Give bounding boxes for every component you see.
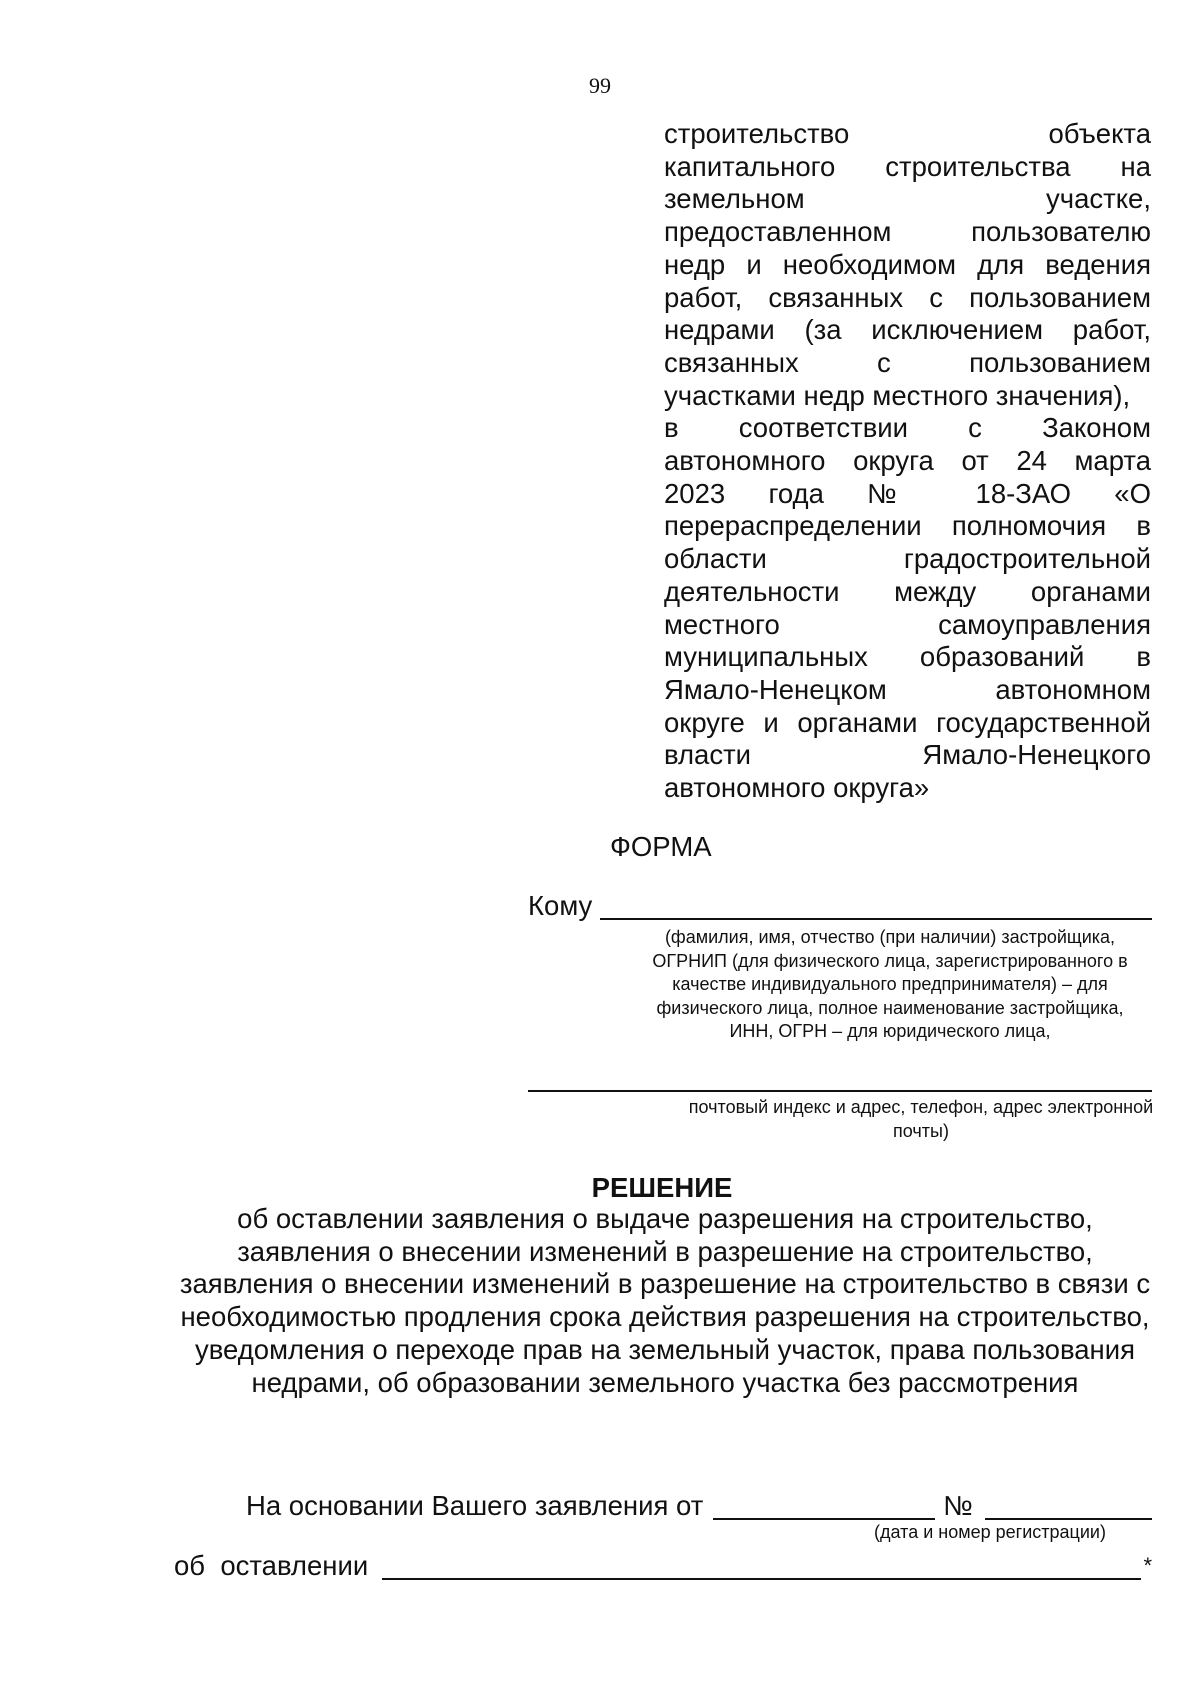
header-line: области градостроительной	[664, 543, 1151, 575]
page-number: 99	[589, 73, 611, 98]
recipient-field[interactable]	[600, 890, 1152, 920]
leave-text: об оставлении	[174, 1550, 369, 1581]
header-line: перераспределении полномочия в	[664, 510, 1151, 542]
form-label: ФОРМА	[610, 831, 712, 862]
header-line: капитального строительства на	[664, 150, 1151, 182]
header-line: автономного округа»	[664, 772, 930, 804]
application-number-field[interactable]	[985, 1490, 1152, 1520]
header-line: предоставленном пользователю	[664, 216, 1151, 248]
leave-row	[174, 1549, 1152, 1583]
application-date-field[interactable]	[713, 1490, 935, 1520]
header-line: недр и необходимом для ведения	[664, 248, 1151, 280]
header-line: власти Ямало-Ненецкого	[664, 739, 1151, 771]
header-line: автономного округа от 24 марта	[664, 445, 1151, 477]
basis-text: На основании Вашего заявления от	[246, 1490, 704, 1521]
header-line: муниципальных образований в	[664, 641, 1151, 673]
decision-title: РЕШЕНИЕ	[591, 1172, 733, 1203]
footnote-asterisk: *	[1143, 1553, 1152, 1578]
address-field[interactable]	[528, 1090, 1152, 1092]
leave-reason-field[interactable]	[382, 1550, 1141, 1580]
header-line: участками недр местного значения),	[664, 379, 1131, 411]
header-line: 2023 года № 18-ЗАО «О	[664, 477, 1151, 509]
header-line: в соответствии с Законом	[664, 412, 1151, 444]
recipient-row	[528, 889, 1152, 923]
header-line: Ямало-Ненецком автономном	[664, 673, 1151, 705]
basis-row	[246, 1489, 1152, 1523]
header-line: деятельности между органами	[664, 575, 1151, 607]
header-line: связанных с пользованием	[664, 346, 1151, 378]
header-line: округе и органами государственной	[664, 706, 1151, 738]
address-hint: почтовый индекс и адрес, телефон, адрес электронной почты)	[688, 1097, 1154, 1141]
header-line: недрами (за исключением работ,	[664, 314, 1151, 346]
header-line: земельном участке,	[664, 183, 1151, 215]
header-text-block	[664, 118, 1151, 805]
decision-subtitle: об оставлении заявления о выдаче разрешения на строительство, заявления о внесении изменений в разрешение на строительство, заявления о внесении изменений в разрешение на строительство в связи с необходимостью продления срока действия разрешения на строительство, уведомления о переходе прав на земельный участок, права пользования недрами, об образовании земельного участка без рассмотрения	[179, 1203, 1151, 1398]
header-line: строительство объекта	[664, 118, 1151, 149]
header-line: местного самоуправления	[664, 608, 1151, 640]
date-number-hint: (дата и номер регистрации)	[874, 1522, 1106, 1542]
recipient-hint: (фамилия, имя, отчество (при наличии) застройщика, ОГРНИП (для физического лица, зарегистрированного в качестве индивидуального предпринимателя) – для физического лица, полное наименование застройщика, ИНН, ОГРН – для юридического лица,	[652, 927, 1128, 1041]
header-line: работ, связанных с пользованием	[664, 281, 1151, 313]
recipient-label: Кому	[528, 890, 593, 921]
number-sign: №	[943, 1490, 973, 1521]
